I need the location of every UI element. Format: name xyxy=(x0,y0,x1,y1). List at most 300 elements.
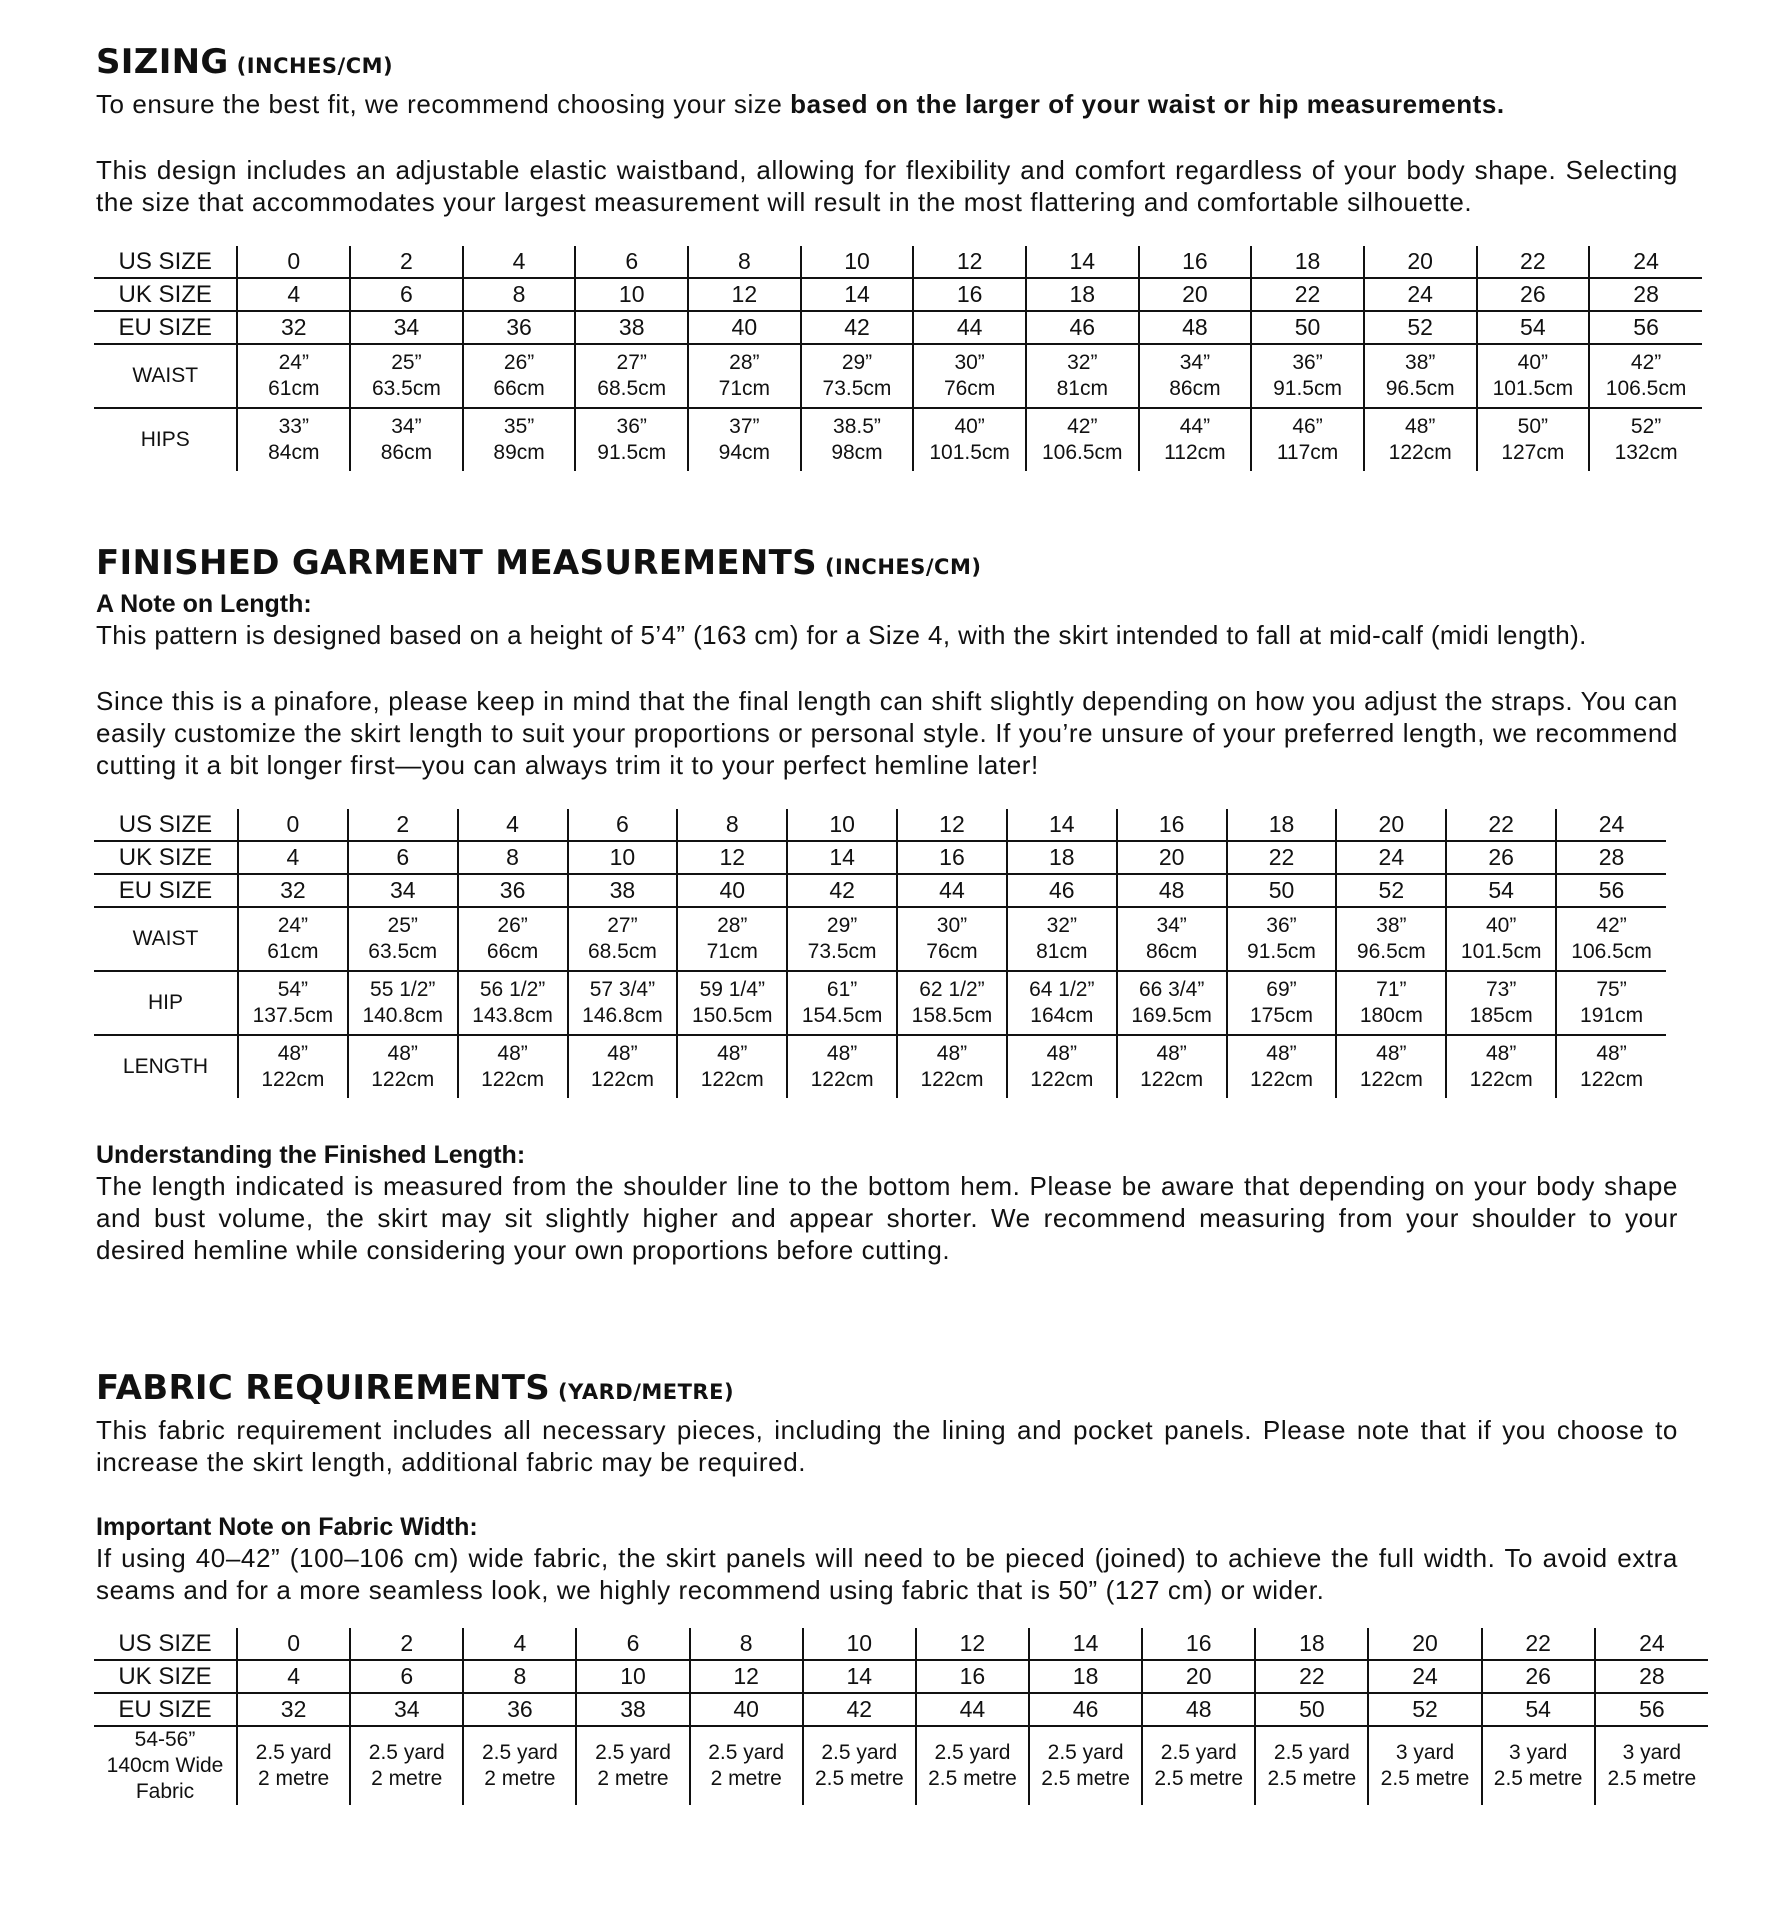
table-cell xyxy=(803,1660,916,1693)
cell-text: 36” xyxy=(1292,351,1323,374)
cell-text: 62 1/2” xyxy=(919,978,985,1001)
table-cell xyxy=(1477,311,1590,344)
table-cell xyxy=(1368,1628,1481,1660)
cell-text: 98cm xyxy=(831,441,883,464)
table-cell xyxy=(690,1628,803,1660)
cell-text: 3 yard xyxy=(1395,1741,1455,1764)
table-row xyxy=(94,809,1666,841)
row-label xyxy=(94,809,238,841)
cell-text: 81cm xyxy=(1056,377,1108,400)
table-cell xyxy=(350,344,463,408)
cell-text: 40” xyxy=(1517,351,1549,374)
table-cell xyxy=(1336,874,1446,907)
table-cell xyxy=(897,1035,1007,1098)
cell-text: 32 xyxy=(280,877,306,903)
cell-text: 122cm xyxy=(1469,1068,1533,1091)
table-cell xyxy=(1446,874,1556,907)
table-cell xyxy=(238,809,348,841)
cell-text: 2.5 metre xyxy=(814,1767,904,1790)
cell-text: 22 xyxy=(1299,1663,1325,1689)
table-cell xyxy=(238,907,348,971)
table-cell xyxy=(576,1628,689,1660)
cell-text: 86cm xyxy=(1145,940,1198,963)
cell-text: 10 xyxy=(618,281,645,307)
cell-text: 71” xyxy=(1376,978,1407,1001)
table-cell xyxy=(787,1035,897,1098)
table-cell xyxy=(575,311,688,344)
cell-text: 30” xyxy=(936,914,968,937)
cell-text: 2 xyxy=(396,811,410,837)
cell-text: 48” xyxy=(717,1042,748,1065)
table-cell xyxy=(463,311,576,344)
table-cell xyxy=(1368,1660,1481,1693)
cell-text: 20 xyxy=(1158,844,1185,870)
cell-text: 2.5 metre xyxy=(928,1767,1017,1790)
cell-text: 164cm xyxy=(1030,1004,1094,1027)
table-cell xyxy=(688,246,801,278)
cell-text: 75” xyxy=(1596,978,1627,1001)
cell-text: 91.5cm xyxy=(1273,377,1342,400)
table-cell xyxy=(1336,841,1446,874)
table-cell xyxy=(913,246,1026,278)
cell-text: 2.5 yard xyxy=(481,1741,558,1764)
length-note-title: A Note on Length: xyxy=(96,590,312,618)
cell-text: 122cm xyxy=(1249,1068,1313,1091)
cell-text: 52” xyxy=(1630,415,1662,438)
cell-text: 42” xyxy=(1596,914,1627,937)
cell-text: 2.5 metre xyxy=(1154,1767,1244,1790)
table-cell xyxy=(688,311,801,344)
cell-text: 55 1/2” xyxy=(370,978,436,1001)
table-cell xyxy=(1026,408,1139,471)
cell-text: 24 xyxy=(1378,844,1405,870)
table-cell xyxy=(1446,907,1556,971)
cell-text: 38 xyxy=(620,1696,646,1722)
cell-text: 22 xyxy=(1268,844,1295,870)
cell-text: 28 xyxy=(1598,844,1625,870)
sizing-unit: (INCHES/CM) xyxy=(236,54,394,78)
finished-table xyxy=(94,809,1666,1098)
cell-text: 25” xyxy=(391,351,422,374)
table-cell xyxy=(1482,1693,1595,1726)
cell-text: 73” xyxy=(1485,978,1517,1001)
cell-text: 2.5 yard xyxy=(821,1741,898,1764)
table-row xyxy=(94,344,1702,408)
row-label xyxy=(94,1628,237,1660)
table-cell xyxy=(1251,311,1364,344)
table-cell xyxy=(1589,408,1702,471)
cell-text: 44 xyxy=(959,1696,986,1722)
table-row xyxy=(94,1660,1708,1693)
cell-text: 4 xyxy=(512,248,526,274)
table-cell xyxy=(1556,1035,1666,1098)
cell-text: 71cm xyxy=(718,377,771,400)
cell-text: 89cm xyxy=(493,441,545,464)
cell-text: 66cm xyxy=(493,377,545,400)
cell-text: 54 xyxy=(1488,877,1514,903)
table-cell xyxy=(803,1726,916,1805)
table-cell xyxy=(1255,1628,1368,1660)
table-cell xyxy=(1026,278,1139,311)
cell-text: 2.5 yard xyxy=(255,1741,332,1764)
table-cell xyxy=(348,907,458,971)
cell-text: 48” xyxy=(497,1042,528,1065)
cell-text: 18 xyxy=(1294,248,1321,274)
table-cell xyxy=(690,1660,803,1693)
cell-text: 36 xyxy=(507,1696,533,1722)
fabric-table xyxy=(94,1628,1708,1805)
table-cell xyxy=(350,1693,463,1726)
cell-text: 185cm xyxy=(1469,1004,1533,1027)
cell-text: LENGTH xyxy=(122,1055,209,1078)
table-cell xyxy=(1117,874,1227,907)
table-cell xyxy=(458,809,568,841)
table-cell xyxy=(897,809,1007,841)
table-row xyxy=(94,874,1666,907)
cell-text: 18 xyxy=(1049,844,1075,870)
cell-text: 12 xyxy=(956,248,983,274)
cell-text: 34 xyxy=(389,877,416,903)
cell-text: 24” xyxy=(278,351,309,374)
table-cell xyxy=(677,841,787,874)
cell-text: 48” xyxy=(1596,1042,1627,1065)
cell-text: 63.5cm xyxy=(371,377,441,400)
table-cell xyxy=(1255,1660,1368,1693)
cell-text: 24 xyxy=(1407,281,1433,307)
table-cell xyxy=(1364,344,1477,408)
cell-text: 2.5 yard xyxy=(708,1741,785,1764)
table-cell xyxy=(458,907,568,971)
cell-text: 44” xyxy=(1179,415,1211,438)
table-cell xyxy=(1251,344,1364,408)
table-cell xyxy=(575,278,688,311)
table-cell xyxy=(1556,971,1666,1035)
cell-text: 40” xyxy=(1485,914,1517,937)
cell-text: 76cm xyxy=(926,940,978,963)
cell-text: 38” xyxy=(1405,351,1436,374)
table-cell xyxy=(575,246,688,278)
cell-text: 27” xyxy=(607,914,638,937)
table-cell xyxy=(1364,408,1477,471)
table-cell xyxy=(237,311,350,344)
cell-text: 48” xyxy=(1405,415,1436,438)
fabric-width-body: If using 40–42” (100–106 cm) wide fabric, the skirt panels will need to be pieced (joined) to achieve the full width. To avoid extra seams and for a more seamless look, we highly recommend using fabric that is 50” (127 cm) or wider. xyxy=(96,1543,1678,1605)
cell-text: 22 xyxy=(1488,811,1514,837)
table-cell xyxy=(897,874,1007,907)
table-cell xyxy=(237,1693,350,1726)
cell-text: 42” xyxy=(1630,351,1662,374)
row-label xyxy=(94,408,237,471)
cell-text: 52 xyxy=(1378,877,1405,903)
cell-text: 52 xyxy=(1412,1696,1438,1722)
table-cell xyxy=(350,1726,463,1805)
finished-unit: (INCHES/CM) xyxy=(824,555,982,579)
table-cell xyxy=(1029,1693,1142,1726)
cell-text: 4 xyxy=(287,281,301,307)
cell-text: 16 xyxy=(956,281,983,307)
cell-text: 56 1/2” xyxy=(479,978,546,1001)
table-cell xyxy=(1336,809,1446,841)
table-cell xyxy=(1251,246,1364,278)
table-cell xyxy=(916,1628,1029,1660)
cell-text: 27” xyxy=(616,351,647,374)
cell-text: 146.8cm xyxy=(582,1004,663,1027)
cell-text: 20 xyxy=(1185,1663,1212,1689)
cell-text: 137.5cm xyxy=(252,1004,334,1027)
cell-text: 50 xyxy=(1294,314,1321,340)
cell-text: 81cm xyxy=(1036,940,1088,963)
cell-text: 2.5 metre xyxy=(1267,1767,1357,1790)
cell-text: 48” xyxy=(607,1042,638,1065)
cell-text: 38” xyxy=(1376,914,1407,937)
table-cell xyxy=(237,1726,350,1805)
cell-text: 14 xyxy=(1069,248,1096,274)
cell-text: 3 yard xyxy=(1508,1741,1568,1764)
cell-text: 50 xyxy=(1299,1696,1325,1722)
table-cell xyxy=(1477,344,1590,408)
cell-text: 154.5cm xyxy=(801,1004,883,1027)
cell-text: 20 xyxy=(1407,248,1433,274)
cell-text: 48” xyxy=(826,1042,858,1065)
cell-text: 84cm xyxy=(268,441,320,464)
cell-text: 68.5cm xyxy=(597,377,667,400)
cell-text: 24 xyxy=(1639,1630,1665,1656)
table-cell xyxy=(1556,874,1666,907)
cell-text: 158.5cm xyxy=(911,1004,993,1027)
cell-text: 94cm xyxy=(718,441,771,464)
cell-text: US SIZE xyxy=(118,1629,212,1657)
cell-text: 122cm xyxy=(810,1068,874,1091)
cell-text: 106.5cm xyxy=(1571,940,1652,963)
row-label xyxy=(94,278,237,311)
row-label xyxy=(94,1035,238,1098)
table-cell xyxy=(803,1628,916,1660)
table-cell xyxy=(237,408,350,471)
cell-text: 169.5cm xyxy=(1131,1004,1212,1027)
table-cell xyxy=(458,841,568,874)
cell-text: 14 xyxy=(829,844,855,870)
cell-text: 54-56” xyxy=(134,1728,196,1751)
table-cell xyxy=(1117,907,1227,971)
table-cell xyxy=(458,874,568,907)
table-cell xyxy=(1251,408,1364,471)
table-cell xyxy=(1026,344,1139,408)
table-row xyxy=(94,408,1702,471)
cell-text: 14 xyxy=(1049,811,1075,837)
cell-text: 8 xyxy=(725,811,739,837)
table-cell xyxy=(690,1693,803,1726)
table-cell xyxy=(803,1693,916,1726)
table-cell xyxy=(1482,1726,1595,1805)
cell-text: 0 xyxy=(287,248,301,274)
table-cell xyxy=(350,246,463,278)
cell-text: 64 1/2” xyxy=(1029,978,1095,1001)
table-cell xyxy=(1595,1726,1708,1805)
table-cell xyxy=(238,841,348,874)
cell-text: 56 xyxy=(1633,314,1659,340)
table-cell xyxy=(568,907,678,971)
table-cell xyxy=(1336,971,1446,1035)
cell-text: 2.5 metre xyxy=(1380,1767,1470,1790)
cell-text: EU SIZE xyxy=(118,313,212,341)
cell-text: 52 xyxy=(1407,314,1433,340)
cell-text: 10 xyxy=(620,1663,646,1689)
cell-text: 2 metre xyxy=(484,1767,556,1790)
table-cell xyxy=(688,408,801,471)
row-label xyxy=(94,1693,237,1726)
cell-text: 54 xyxy=(1525,1696,1551,1722)
cell-text: 18 xyxy=(1069,281,1096,307)
table-cell xyxy=(350,311,463,344)
table-cell xyxy=(1026,246,1139,278)
table-cell xyxy=(1556,809,1666,841)
cell-text: 4 xyxy=(513,1630,527,1656)
cell-text: 8 xyxy=(737,248,751,274)
cell-text: 96.5cm xyxy=(1385,377,1455,400)
table-cell xyxy=(787,841,897,874)
cell-text: 117cm xyxy=(1276,441,1339,464)
cell-text: 12 xyxy=(733,1663,759,1689)
row-label xyxy=(94,344,237,408)
table-cell xyxy=(1364,246,1477,278)
cell-text: 2 metre xyxy=(371,1767,443,1790)
table-cell xyxy=(1595,1693,1708,1726)
cell-text: 2.5 yard xyxy=(1273,1741,1350,1764)
table-cell xyxy=(1556,907,1666,971)
cell-text: 34” xyxy=(1156,914,1187,937)
cell-text: 106.5cm xyxy=(1605,377,1687,400)
cell-text: 2.5 yard xyxy=(368,1741,445,1764)
cell-text: 48 xyxy=(1158,877,1185,903)
table-cell xyxy=(1255,1693,1368,1726)
cell-text: 32 xyxy=(280,1696,307,1722)
table-cell xyxy=(677,971,787,1035)
table-cell xyxy=(237,344,350,408)
table-cell xyxy=(1477,278,1590,311)
cell-text: 38.5” xyxy=(833,415,881,438)
cell-text: 86cm xyxy=(380,441,433,464)
cell-text: 122cm xyxy=(371,1068,435,1091)
cell-text: 26 xyxy=(1520,281,1546,307)
table-cell xyxy=(1227,1035,1337,1098)
cell-text: 122cm xyxy=(590,1068,654,1091)
table-cell xyxy=(1007,1035,1117,1098)
cell-text: 91.5cm xyxy=(1247,940,1316,963)
spacer xyxy=(96,120,1678,154)
page xyxy=(96,40,1697,1805)
table-cell xyxy=(463,246,576,278)
fabric-width-title: Important Note on Fabric Width: xyxy=(96,1513,478,1541)
cell-text: 24” xyxy=(277,914,309,937)
table-cell xyxy=(688,344,801,408)
cell-text: 50 xyxy=(1268,877,1295,903)
cell-text: 2.5 yard xyxy=(595,1741,671,1764)
cell-text: 42” xyxy=(1067,415,1098,438)
cell-text: 26 xyxy=(1488,844,1514,870)
cell-text: 122cm xyxy=(1140,1068,1204,1091)
understand-body: The length indicated is measured from the shoulder line to the bottom hem. Please be aware that depending on your body shape and bust volume, the skirt may sit slightly higher and appear shorter. We recommend measuring from your shoulder to your desired hemline while considering your own proportions before cutting. xyxy=(96,1171,1678,1265)
cell-text: UK SIZE xyxy=(118,843,213,871)
table-cell xyxy=(677,809,787,841)
table-cell xyxy=(1117,841,1227,874)
table-cell xyxy=(1139,344,1252,408)
table-cell xyxy=(463,1628,576,1660)
table-cell xyxy=(348,809,458,841)
table-cell xyxy=(1139,408,1252,471)
table-cell xyxy=(913,344,1026,408)
cell-text: 37” xyxy=(729,415,760,438)
cell-text: 38 xyxy=(609,877,636,903)
cell-text: US SIZE xyxy=(118,810,213,838)
table-cell xyxy=(913,278,1026,311)
cell-text: 36 xyxy=(506,314,532,340)
cell-text: 2.5 metre xyxy=(1041,1767,1130,1790)
table-cell xyxy=(1251,278,1364,311)
cell-text: 132cm xyxy=(1614,441,1678,464)
cell-text: 35” xyxy=(503,415,535,438)
cell-text: 33” xyxy=(278,415,309,438)
cell-text: 18 xyxy=(1299,1630,1325,1656)
cell-text: 16 xyxy=(939,844,965,870)
cell-text: 175cm xyxy=(1249,1004,1313,1027)
table-row xyxy=(94,971,1666,1035)
cell-text: 48” xyxy=(1046,1042,1077,1065)
cell-text: 101.5cm xyxy=(1460,940,1542,963)
table-cell xyxy=(1142,1660,1255,1693)
table-cell xyxy=(458,971,568,1035)
table-cell xyxy=(237,278,350,311)
cell-text: 2.5 metre xyxy=(1607,1767,1697,1790)
table-cell xyxy=(1007,809,1117,841)
cell-text: 36 xyxy=(499,877,526,903)
cell-text: 34 xyxy=(393,314,420,340)
cell-text: Fabric xyxy=(135,1780,195,1803)
table-cell xyxy=(897,971,1007,1035)
cell-text: 101.5cm xyxy=(929,441,1010,464)
cell-text: 4 xyxy=(286,844,300,870)
cell-text: 30” xyxy=(954,351,985,374)
table-cell xyxy=(568,809,678,841)
sizing-title: SIZING (INCHES/CM) xyxy=(96,42,394,82)
table-cell xyxy=(1336,1035,1446,1098)
cell-text: 56 xyxy=(1598,877,1625,903)
table-cell xyxy=(1117,971,1227,1035)
cell-text: 32” xyxy=(1046,914,1077,937)
table-cell xyxy=(787,907,897,971)
table-cell xyxy=(575,408,688,471)
table-cell xyxy=(1227,907,1337,971)
cell-text: 26” xyxy=(503,351,535,374)
table-cell xyxy=(568,841,678,874)
cell-text: 16 xyxy=(1182,248,1208,274)
cell-text: 48” xyxy=(1376,1042,1407,1065)
cell-text: 29” xyxy=(826,914,858,937)
cell-text: 22 xyxy=(1294,281,1321,307)
cell-text: 25” xyxy=(387,914,418,937)
table-cell xyxy=(350,1660,463,1693)
cell-text: 8 xyxy=(512,281,526,307)
table-cell xyxy=(1227,971,1337,1035)
table-cell xyxy=(237,246,350,278)
table-cell xyxy=(1446,1035,1556,1098)
cell-text: 12 xyxy=(959,1630,986,1656)
finished-title: FINISHED GARMENT MEASUREMENTS (INCHES/CM) xyxy=(96,543,982,583)
cell-text: 10 xyxy=(829,811,855,837)
cell-text: 86cm xyxy=(1169,377,1221,400)
cell-text: 2 xyxy=(400,1630,414,1656)
cell-text: 96.5cm xyxy=(1356,940,1426,963)
table-row xyxy=(94,246,1702,278)
